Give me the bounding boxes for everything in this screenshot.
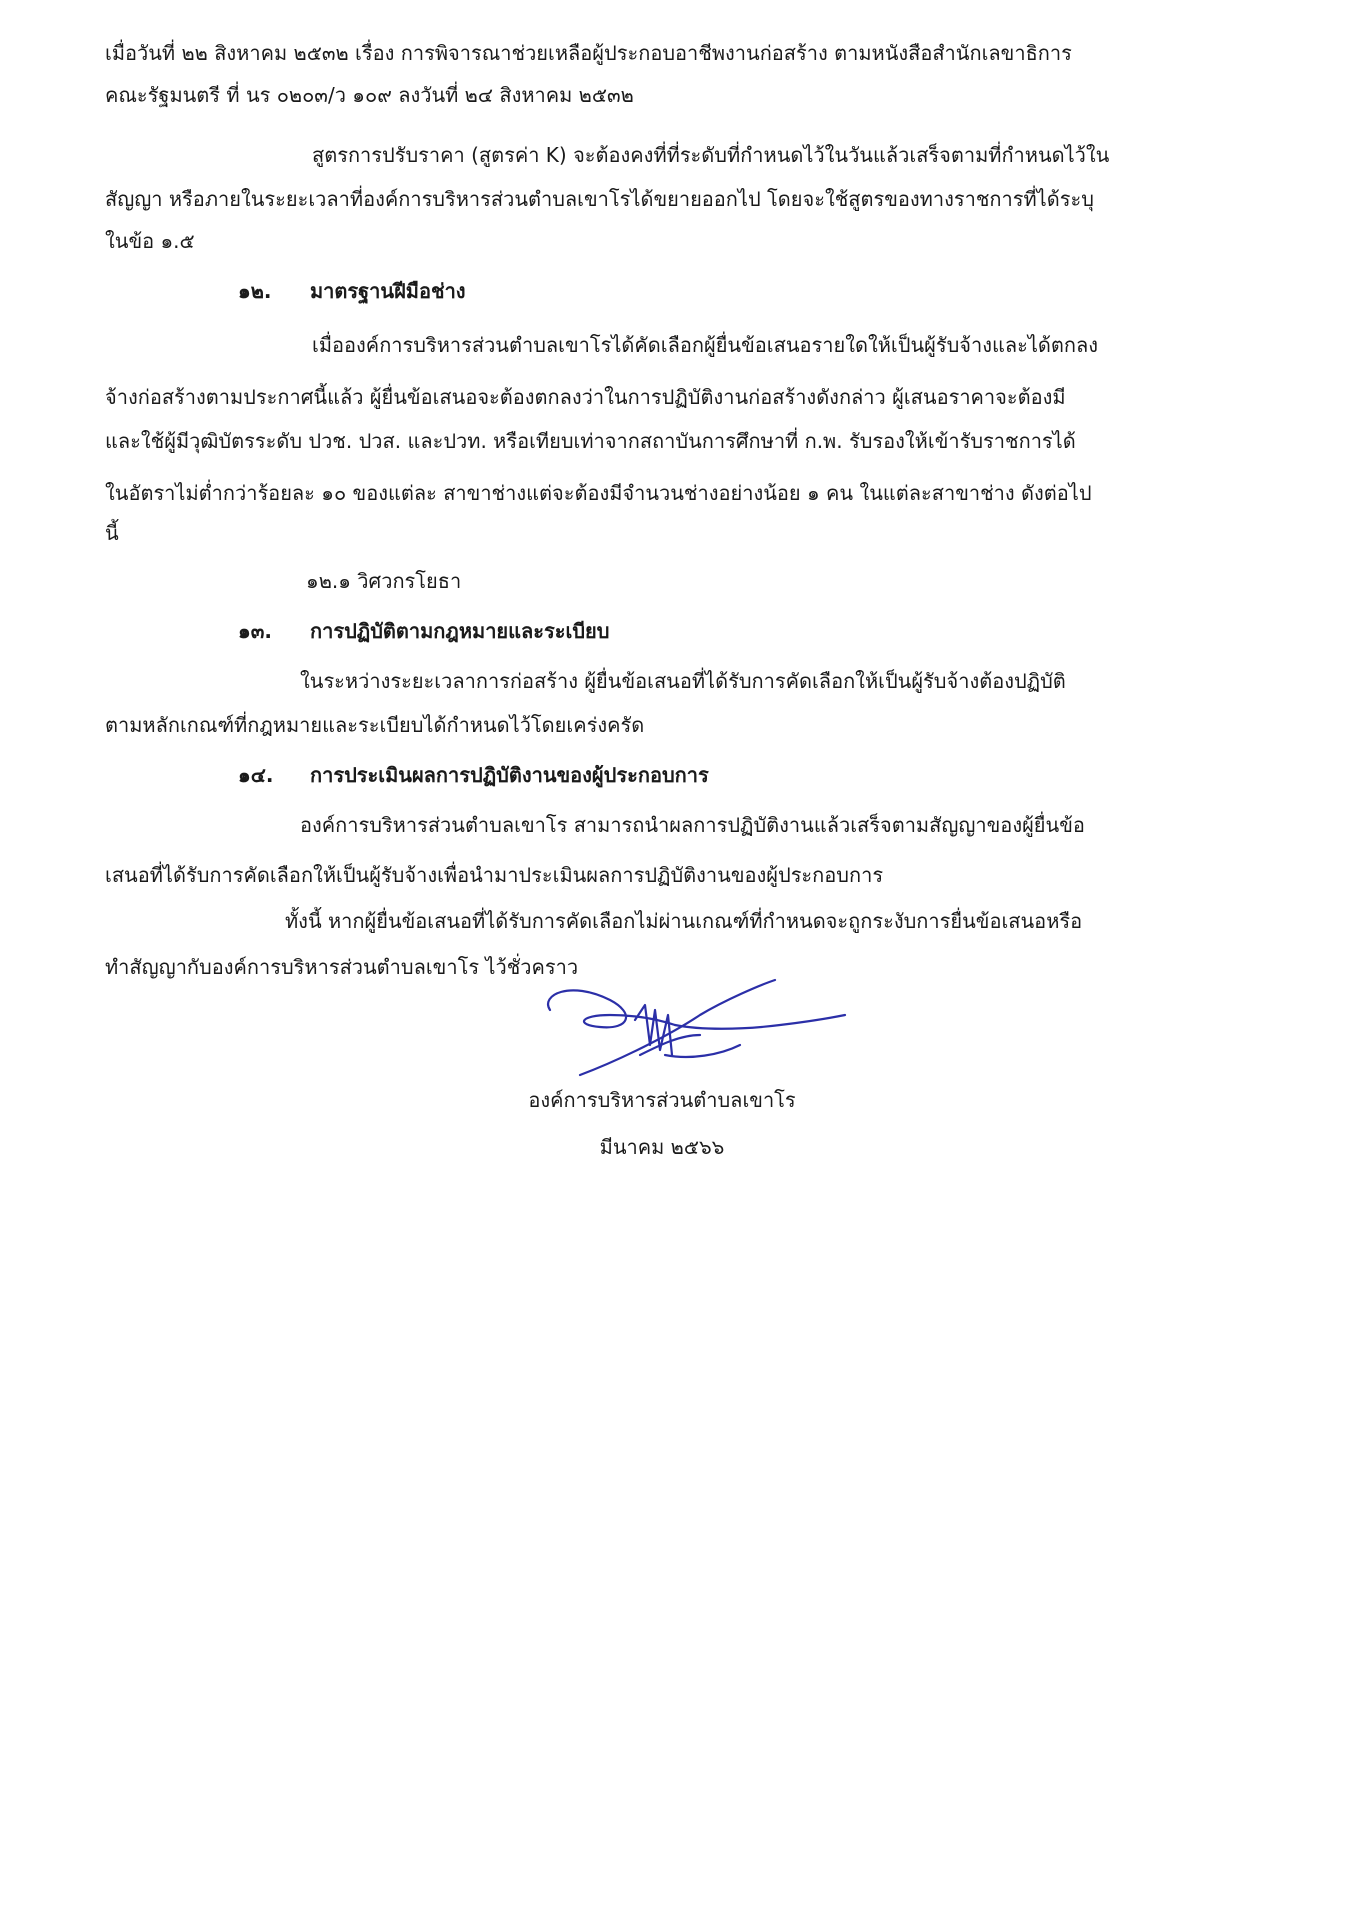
list-item: ๑๒.๑ วิศวกรโยธา — [306, 569, 462, 593]
body-text-line: ตามหลักเกณฑ์ที่กฎหมายและระเบียบได้กำหนดไว้โดยเคร่งครัด — [105, 713, 645, 737]
section-title: การปฏิบัติตามกฎหมายและระเบียบ — [310, 619, 610, 643]
section-number: ๑๒. — [238, 279, 272, 303]
body-text-line: จ้างก่อสร้างตามประกาศนี้แล้ว ผู้ยื่นข้อเสนอจะต้องตกลงว่าในการปฏิบัติงานก่อสร้างดังกล่าว ผู้เสนอราคาจะต้องมี — [105, 385, 1066, 409]
body-text-line: เสนอที่ได้รับการคัดเลือกให้เป็นผู้รับจ้างเพื่อนำมาประเมินผลการปฏิบัติงานของผู้ประกอบการ — [105, 863, 884, 887]
signature-image — [540, 975, 850, 1090]
body-text-line: เมื่อองค์การบริหารส่วนตำบลเขาโรได้คัดเลือกผู้ยื่นข้อเสนอรายใดให้เป็นผู้รับจ้างและได้ตกลง — [312, 333, 1099, 357]
section-heading-14 — [238, 760, 709, 790]
section-number: ๑๔. — [238, 763, 274, 787]
signatory-organization: องค์การบริหารส่วนตำบลเขาโร — [528, 1088, 796, 1112]
body-text-line: องค์การบริหารส่วนตำบลเขาโร สามารถนำผลการปฏิบัติงานแล้วเสร็จตามสัญญาของผู้ยื่นข้อ — [300, 813, 1085, 837]
section-heading-13 — [238, 616, 609, 646]
body-text-line: ทั้งนี้ หากผู้ยื่นข้อเสนอที่ได้รับการคัดเลือกไม่ผ่านเกณฑ์ที่กำหนดจะถูกระงับการยื่นข้อเสนอหรือ — [285, 909, 1083, 933]
body-text-line: เมื่อวันที่ ๒๒ สิงหาคม ๒๕๓๒ เรื่อง การพิจารณาช่วยเหลือผู้ประกอบอาชีพงานก่อสร้าง ตามหนังสือสำนักเลขาธิการ — [105, 41, 1072, 65]
body-text-line: สัญญา หรือภายในระยะเวลาที่องค์การบริหารส่วนตำบลเขาโรได้ขยายออกไป โดยจะใช้สูตรของทางราชการที่ได้ระบุ — [105, 187, 1094, 211]
body-text-line: นี้ — [105, 521, 119, 545]
body-text-line: ในระหว่างระยะเวลาการก่อสร้าง ผู้ยื่นข้อเสนอที่ได้รับการคัดเลือกให้เป็นผู้รับจ้างต้องปฏิบัติ — [300, 669, 1066, 693]
section-title: มาตรฐานฝีมือช่าง — [310, 279, 466, 303]
body-text-line: ในอัตราไม่ต่ำกว่าร้อยละ ๑๐ ของแต่ละ สาขาช่างแต่จะต้องมีจำนวนช่างอย่างน้อย ๑ คน ในแต่ละสาขาช่าง ดังต่อไป — [105, 481, 1092, 505]
section-number: ๑๓. — [238, 619, 272, 643]
body-text-line: สูตรการปรับราคา (สูตรค่า K) จะต้องคงที่ที่ระดับที่กำหนดไว้ในวันแล้วเสร็จตามที่กำหนดไว้ใน — [312, 143, 1110, 167]
body-text-line: ทำสัญญากับองค์การบริหารส่วนตำบลเขาโร ไว้ชั่วคราว — [105, 955, 579, 979]
body-text-line: และใช้ผู้มีวุฒิบัตรระดับ ปวช. ปวส. และปวท. หรือเทียบเท่าจากสถาบันการศึกษาที่ ก.พ. รับรองให้เข้ารับราชการได้ — [105, 429, 1076, 453]
body-text-line: ในข้อ ๑.๕ — [105, 229, 195, 253]
section-title: การประเมินผลการปฏิบัติงานของผู้ประกอบการ — [310, 763, 709, 787]
section-heading-12 — [238, 276, 466, 306]
body-text-line: คณะรัฐมนตรี ที่ นร ๐๒๐๓/ว ๑๐๙ ลงวันที่ ๒๔ สิงหาคม ๒๕๓๒ — [105, 83, 634, 107]
signatory-date: มีนาคม ๒๕๖๖ — [599, 1135, 725, 1159]
